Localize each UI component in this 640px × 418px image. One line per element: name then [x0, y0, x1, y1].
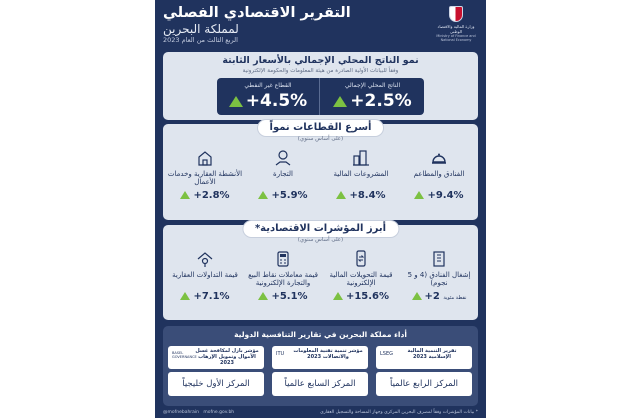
sector-item — [322, 148, 400, 201]
indicator-value: +15.6% — [345, 291, 390, 302]
social-handle[interactable]: @mofnebahrain — [163, 410, 200, 415]
lseg-logo: LSEG — [380, 351, 393, 357]
title-line2: لمملكة البحرين — [163, 22, 239, 36]
sector-value: +2.8% — [193, 190, 230, 201]
footer-note: * بيانات المؤشرات وفقاً لمصرف البحرين المركزي وجهاز المساحة والتسجيل العقاري — [320, 410, 478, 415]
indicator-label: قيمة التحويلات المالية الإلكترونية — [329, 271, 393, 287]
indicator-item — [166, 249, 244, 302]
gdp-total — [321, 78, 424, 115]
up-arrow-icon — [180, 292, 190, 300]
gdp-nonoil-label: القطاع غير النفطي — [244, 82, 292, 89]
gdp-nonoil-value: +4.5% — [245, 91, 308, 111]
card-rank: المركز الأول خليجياً — [168, 372, 264, 396]
competitiveness-card — [376, 346, 472, 400]
sector-item — [166, 148, 244, 201]
indicator-label: قيمة التداولات العقارية — [172, 271, 238, 279]
card-rank: المركز الرابع عالمياً — [376, 372, 472, 396]
itu-logo: ITU — [276, 351, 285, 357]
up-arrow-icon — [412, 292, 422, 300]
indicator-value: +5.1% — [271, 291, 308, 302]
finance-buildings-icon — [351, 148, 371, 168]
competitiveness-panel — [163, 326, 478, 406]
up-arrow-icon — [258, 292, 268, 300]
sector-label: الفنادق والمطاعم — [413, 170, 465, 178]
website-link[interactable]: mofne.gov.bh — [203, 410, 235, 415]
ministry-name-ar: وزارة المالية والاقتصاد الوطني — [437, 24, 475, 34]
indicator-value: +7.1% — [193, 291, 230, 302]
gdp-panel — [163, 52, 478, 120]
gdp-source: وفقاً للبيانات الأولية الصادرة من هيئة المعلومات والحكومة الإلكترونية — [242, 68, 399, 74]
ministry-name-en: Ministry of Finance and National Economy — [436, 34, 476, 42]
ministry-emblem — [434, 6, 478, 42]
sector-value: +9.4% — [427, 190, 464, 201]
up-arrow-icon — [414, 191, 424, 199]
property-key-icon — [195, 249, 215, 269]
trade-coin-icon — [273, 148, 293, 168]
indicators-note: (على أساس سنوي) — [297, 237, 344, 243]
gdp-total-label: الناتج المحلي الإجمالي — [344, 82, 401, 89]
basel-logo: BASEL GOVERNANCE — [172, 351, 197, 359]
competitiveness-card — [168, 346, 264, 400]
indicator-label: إشغال الفنادق (4 و 5 نجوم) — [407, 271, 471, 287]
competitiveness-title: أداء مملكة البحرين في تقارير التنافسية الدولية — [234, 330, 407, 339]
gdp-total-value: +2.5% — [350, 91, 412, 111]
e-transfer-icon — [351, 249, 371, 269]
report-title — [163, 4, 403, 45]
indicator-label: قيمة معاملات نقاط البيع والتجارة الإلكترونية — [248, 271, 318, 287]
up-arrow-icon — [258, 191, 268, 199]
indicators-panel — [163, 225, 478, 320]
sector-item — [400, 148, 478, 201]
card-report: مؤشر تنمية تقنية المعلومات والاتصالات 2023 — [293, 348, 363, 360]
sector-value: +8.4% — [349, 190, 386, 201]
footer — [155, 408, 486, 418]
title-line1: التقرير الاقتصادي الفصلي — [163, 5, 351, 21]
indicator-item — [400, 249, 478, 302]
card-rank: المركز السابع عالمياً — [272, 372, 368, 396]
gdp-title: نمو الناتج المحلي الإجمالي بالأسعار الثابتة — [222, 55, 419, 66]
card-report: تقرير التنمية المالية الإسلامية 2023 — [407, 348, 457, 360]
infographic — [155, 0, 486, 418]
indicator-unit: نقطة مئوية — [443, 295, 467, 301]
card-report: مؤشر بازل لمكافحة غسل الأموال وتمويل الإرهاب 2023 — [195, 348, 259, 366]
header — [155, 0, 486, 50]
up-arrow-icon — [180, 191, 190, 199]
up-arrow-icon — [229, 96, 243, 107]
indicator-value: +2 — [424, 291, 440, 302]
up-arrow-icon — [336, 191, 346, 199]
up-arrow-icon — [333, 292, 343, 300]
sectors-panel — [163, 124, 478, 220]
report-period: الربع الثالث من العام 2023 — [163, 36, 238, 44]
sector-item — [244, 148, 322, 201]
indicators-title: أبرز المؤشرات الاقتصادية* — [242, 220, 399, 238]
sectors-note: (على أساس سنوي) — [297, 136, 344, 142]
sector-label: الأنشطة العقارية وخدمات الأعمال — [167, 170, 243, 186]
sector-value: +5.9% — [271, 190, 308, 201]
indicator-item — [244, 249, 322, 302]
sectors-title: أسرع القطاعات نمواً — [257, 119, 385, 137]
real-estate-icon — [195, 148, 215, 168]
gdp-box — [217, 78, 424, 115]
competitiveness-card — [272, 346, 368, 400]
sector-label: التجارة — [273, 170, 293, 178]
hotel-service-icon — [429, 148, 449, 168]
sector-label: المشروعات المالية — [333, 170, 389, 178]
up-arrow-icon — [333, 96, 347, 107]
bahrain-emblem-icon — [449, 6, 463, 22]
gdp-nonoil — [217, 78, 320, 115]
indicator-item — [322, 249, 400, 302]
hotel-occupancy-icon — [429, 249, 449, 269]
pos-terminal-icon — [273, 249, 293, 269]
